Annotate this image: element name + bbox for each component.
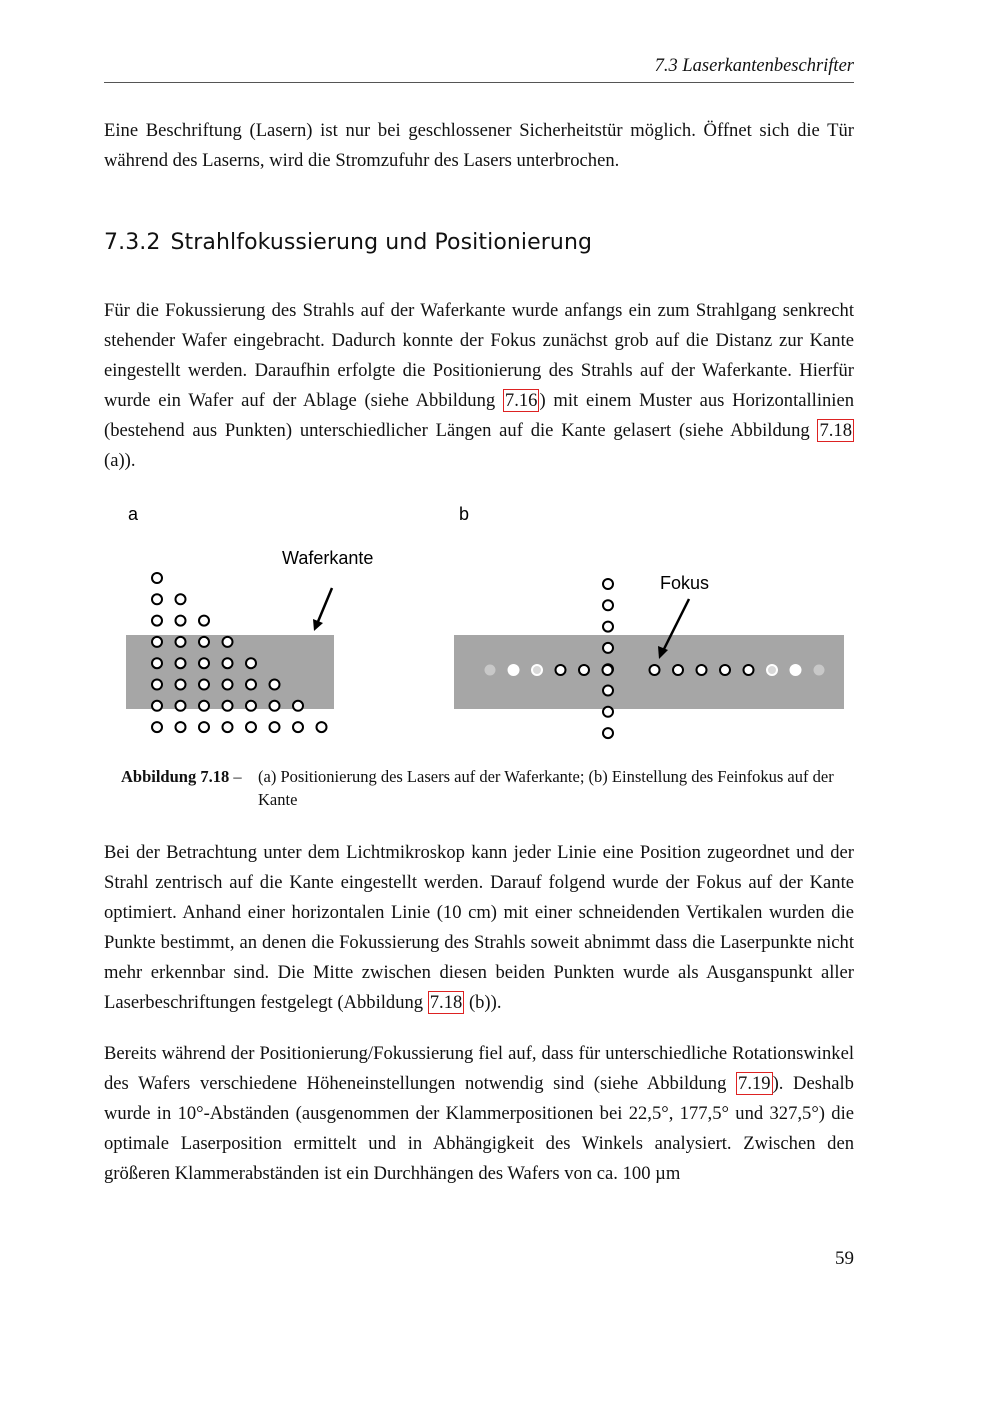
figure-ref-7-19[interactable]: 7.19 <box>738 1073 771 1095</box>
laser-dot <box>246 658 256 668</box>
intro-paragraph: Eine Beschriftung (Lasern) ist nur bei geschlossener Sicherheitstür möglich. Öffnet sich die Tür während des Laserns, wird die Stromzufuhr des Lasers unterbrochen. <box>104 120 854 172</box>
fokus-label: Fokus <box>660 573 710 593</box>
paragraph-microscope <box>104 838 854 1019</box>
laser-dot <box>199 658 209 668</box>
laser-dot <box>293 722 303 732</box>
laser-dot <box>176 637 186 647</box>
laser-dot <box>603 728 613 738</box>
laser-dot <box>176 701 186 711</box>
laser-dot <box>697 665 707 675</box>
para3-text-b: ). Deshalb wurde in 10°-Abständen (ausgenommen der Klammerpositionen bei 22,5°, 177,5° und 327,5°) die optimale Laserposition ermittelt und in Abhängigkeit des Winkels analysiert. Zwischen den größeren Klammerabständen ist ein Durchhängen des Wafers von ca. 100 µm <box>104 1073 854 1185</box>
waferkante-arrow <box>317 588 332 624</box>
laser-dot <box>603 579 613 589</box>
laser-dot <box>176 680 186 690</box>
laser-dot <box>270 722 280 732</box>
laser-dot <box>293 701 303 711</box>
laser-dot <box>199 701 209 711</box>
caption-dash: – <box>229 767 242 786</box>
laser-dot <box>603 600 613 610</box>
laser-dot <box>223 658 233 668</box>
figure-ref-7-18b[interactable]: 7.18 <box>429 992 463 1014</box>
laser-dot <box>270 680 280 690</box>
figure-7-18 <box>104 495 864 755</box>
laser-dot <box>152 594 162 604</box>
figure-ref-7-18[interactable]: 7.18 <box>819 420 852 442</box>
panel-b-label: b <box>459 504 470 524</box>
laser-dot <box>532 665 542 675</box>
para2-text-a: Bei der Betrachtung unter dem Lichtmikroskop kann jeder Linie eine Position zugeordnet und der Strahl zentrisch auf die Kante eingestellt werden. Darauf folgend wurde der Fokus auf der Kante optimiert. Anhand einer horizontalen Linie (10 cm) mit einer schneidenden Vertikalen wurden die Punkte bestimmt, an denen die Fokussierung des Strahls soweit abnimmt dass die Laserpunkte nicht mehr erkennbar sind. Die Mitte zwischen diesen beiden Punkten wurde als Ausganspunkt aller Laserbeschriftungen festgelegt (Abbildung <box>104 842 854 1014</box>
laser-dot <box>673 665 683 675</box>
section-number: 7.3.2 <box>104 230 161 255</box>
waferkante-label: Waferkante <box>282 548 374 568</box>
laser-dot <box>603 643 613 653</box>
laser-dot <box>815 666 824 675</box>
laser-dot <box>152 637 162 647</box>
laser-dot <box>152 701 162 711</box>
laser-dot <box>152 573 162 583</box>
running-title: 7.3 Laserkantenbeschrifter <box>654 56 854 76</box>
laser-dot <box>579 665 589 675</box>
laser-dot <box>152 658 162 668</box>
para1-text-a: Für die Fokussierung des Strahls auf der Waferkante wurde anfangs ein zum Strahlgang senkrecht stehender Wafer eingebracht. Dadurch konnte der Fokus zunächst grob auf die Distanz zur Kante eingestellt werden. Daraufhin erfolgte die Positionierung des Strahls auf der Waferkante. Hierfür wurde ein Wafer auf der Ablage (siehe Abbildung <box>104 300 854 412</box>
figure-svg <box>104 495 864 755</box>
laser-dot <box>176 594 186 604</box>
laser-dot <box>199 680 209 690</box>
laser-dot <box>176 722 186 732</box>
laser-dot <box>767 665 777 675</box>
panel-a-label: a <box>128 504 139 524</box>
laser-dot <box>246 722 256 732</box>
laser-dot <box>199 722 209 732</box>
laser-dot <box>152 722 162 732</box>
laser-dot <box>176 658 186 668</box>
laser-dot <box>223 722 233 732</box>
laser-dot <box>152 616 162 626</box>
laser-dot <box>246 701 256 711</box>
laser-dot <box>199 637 209 647</box>
section-heading <box>104 230 592 255</box>
laser-dot <box>199 616 209 626</box>
laser-dot <box>791 665 801 675</box>
para1-text-b: ) mit einem Muster aus Horizontallinien (bestehend aus Punkten) unterschiedlicher Längen auf die Kante gelasert (siehe Abbildung <box>104 390 854 442</box>
laser-dot <box>556 665 566 675</box>
laser-dot <box>603 665 613 675</box>
page-number: 59 <box>835 1248 854 1269</box>
laser-dot <box>223 701 233 711</box>
paragraph-focus <box>104 296 854 477</box>
laser-dot <box>176 616 186 626</box>
laser-dot <box>223 637 233 647</box>
laser-dot <box>744 665 754 675</box>
laser-dot <box>603 622 613 632</box>
laser-dot <box>603 686 613 696</box>
laser-dot <box>509 665 519 675</box>
laser-dot <box>650 665 660 675</box>
para1-text-c: (a)). <box>104 450 136 472</box>
laser-dot <box>486 666 495 675</box>
laser-dot <box>270 701 280 711</box>
caption-text: (a) Positionierung des Lasers auf der Waferkante; (b) Einstellung des Feinfokus auf der Kante <box>258 767 834 809</box>
paragraph-rotation <box>104 1039 854 1189</box>
laser-dot <box>246 680 256 690</box>
laser-dot <box>317 722 327 732</box>
laser-dot <box>720 665 730 675</box>
laser-dot <box>152 680 162 690</box>
caption-label: Abbildung 7.18 <box>121 767 230 786</box>
figure-caption <box>121 765 861 809</box>
para2-text-b: (b)). <box>464 992 502 1014</box>
section-title: Strahlfokussierung und Positionierung <box>170 230 593 255</box>
running-header <box>104 54 854 83</box>
laser-dot <box>603 707 613 717</box>
laser-dot <box>223 680 233 690</box>
figure-ref-7-16[interactable]: 7.16 <box>504 390 538 412</box>
para3-text-a: Bereits während der Positionierung/Fokussierung fiel auf, dass für unterschiedliche Rotationswinkel des Wafers verschiedene Höheneinstellungen notwendig sind (siehe Abbildung <box>104 1043 854 1095</box>
